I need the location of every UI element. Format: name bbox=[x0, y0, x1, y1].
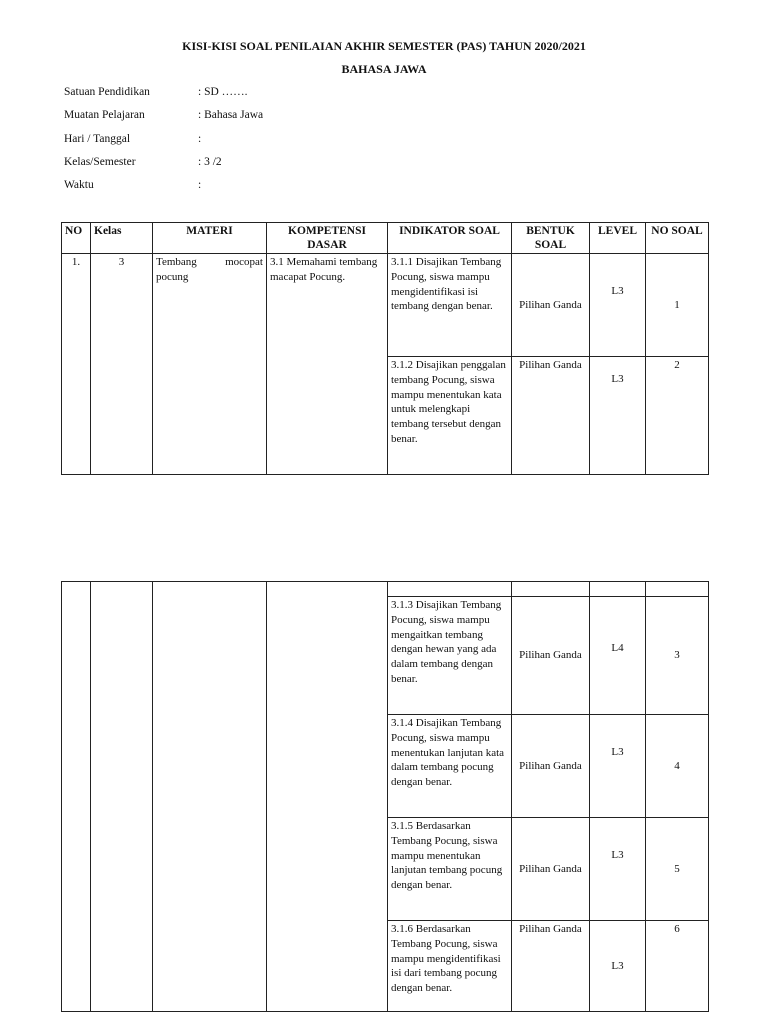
cell-indikator: 3.1.1 Disajikan Tembang Pocung, siswa mampu mengidentifikasi isi tembang dengan benar. bbox=[388, 254, 512, 357]
meta-label: Satuan Pendidikan bbox=[64, 86, 150, 98]
cell-indikator: 3.1.2 Disajikan penggalan tembang Pocung, siswa mampu menentukan kata untuk melengkapi tembang tersebut dengan benar. bbox=[388, 357, 512, 475]
cell-indikator: 3.1.4 Disajikan Tembang Pocung, siswa mampu menentukan lanjutan kata dalam tembang pocung dengan benar. bbox=[388, 715, 512, 818]
kisi-kisi-table-part-1 bbox=[61, 222, 709, 475]
cell-no-soal bbox=[646, 582, 709, 597]
column-header-no-soal: NO SOAL bbox=[646, 223, 709, 254]
meta-label: Muatan Pelajaran bbox=[64, 109, 145, 121]
meta-label: Kelas/Semester bbox=[64, 156, 136, 168]
cell-bentuk: Pilihan Ganda bbox=[512, 597, 590, 715]
meta-row-muatan bbox=[64, 108, 263, 122]
column-header-kompetensi: KOMPETENSI DASAR bbox=[267, 223, 388, 254]
cell-bentuk: Pilihan Ganda bbox=[512, 254, 590, 357]
cell-indikator: 3.1.6 Berdasarkan Tembang Pocung, siswa mampu mengidentifikasi isi dari tembang pocung dengan benar. bbox=[388, 921, 512, 1012]
meta-row-waktu bbox=[64, 178, 201, 192]
kisi-kisi-table-part-2 bbox=[61, 581, 709, 1012]
cell-no-soal: 6 bbox=[646, 921, 709, 1012]
cell-no-soal: 2 bbox=[646, 357, 709, 475]
cell-bentuk: Pilihan Ganda bbox=[512, 715, 590, 818]
meta-row-hari bbox=[64, 132, 201, 146]
cell-level: L3 bbox=[590, 715, 646, 818]
cell-indikator: 3.1.5 Berdasarkan Tembang Pocung, siswa mampu menentukan lanjutan tembang pocung dengan benar. bbox=[388, 818, 512, 921]
cell-level: L4 bbox=[590, 597, 646, 715]
cell-level: L3 bbox=[590, 357, 646, 475]
meta-value: : bbox=[198, 133, 202, 145]
document-title: KISI-KISI SOAL PENILAIAN AKHIR SEMESTER (PAS) TAHUN 2020/2021 bbox=[182, 39, 586, 53]
cell-level: L3 bbox=[590, 254, 646, 357]
cell-no: 1. bbox=[62, 254, 91, 475]
column-header-materi: MATERI bbox=[153, 223, 267, 254]
column-header-indikator: INDIKATOR SOAL bbox=[388, 223, 512, 254]
subject-title: BAHASA JAWA bbox=[341, 62, 427, 76]
meta-label: Waktu bbox=[64, 179, 94, 191]
column-header-bentuk: BENTUK SOAL bbox=[512, 223, 590, 254]
meta-value: : 3 /2 bbox=[198, 156, 222, 168]
cell-bentuk: Pilihan Ganda bbox=[512, 357, 590, 475]
cell-bentuk bbox=[512, 582, 590, 597]
cell-no-soal: 1 bbox=[646, 254, 709, 357]
cell-bentuk: Pilihan Ganda bbox=[512, 818, 590, 921]
cell-no bbox=[62, 582, 91, 1012]
cell-indikator: 3.1.3 Disajikan Tembang Pocung, siswa mampu mengaitkan tembang dengan hewan yang ada dalam tembang dengan benar. bbox=[388, 597, 512, 715]
meta-value: : bbox=[198, 179, 202, 191]
cell-level: L3 bbox=[590, 921, 646, 1012]
meta-value: : Bahasa Jawa bbox=[198, 109, 264, 121]
table-row bbox=[62, 254, 709, 357]
cell-materi: Tembang mocopat pocung bbox=[153, 254, 267, 475]
cell-indikator bbox=[388, 582, 512, 597]
column-header-level: LEVEL bbox=[590, 223, 646, 254]
cell-materi bbox=[153, 582, 267, 1012]
cell-kompetensi: 3.1 Memahami tembang macapat Pocung. bbox=[267, 254, 388, 475]
meta-row-satuan bbox=[64, 85, 248, 99]
meta-row-kelas bbox=[64, 155, 222, 169]
cell-level bbox=[590, 582, 646, 597]
cell-kelas: 3 bbox=[91, 254, 153, 475]
cell-level: L3 bbox=[590, 818, 646, 921]
cell-no-soal: 3 bbox=[646, 597, 709, 715]
cell-kelas bbox=[91, 582, 153, 1012]
meta-label: Hari / Tanggal bbox=[64, 133, 131, 145]
table-row bbox=[62, 582, 709, 597]
cell-no-soal: 5 bbox=[646, 818, 709, 921]
cell-kompetensi bbox=[267, 582, 388, 1012]
cell-bentuk: Pilihan Ganda bbox=[512, 921, 590, 1012]
meta-value: : SD ……. bbox=[198, 86, 248, 98]
column-header-kelas: Kelas bbox=[91, 223, 153, 254]
cell-no-soal: 4 bbox=[646, 715, 709, 818]
column-header-no: NO bbox=[62, 223, 91, 254]
